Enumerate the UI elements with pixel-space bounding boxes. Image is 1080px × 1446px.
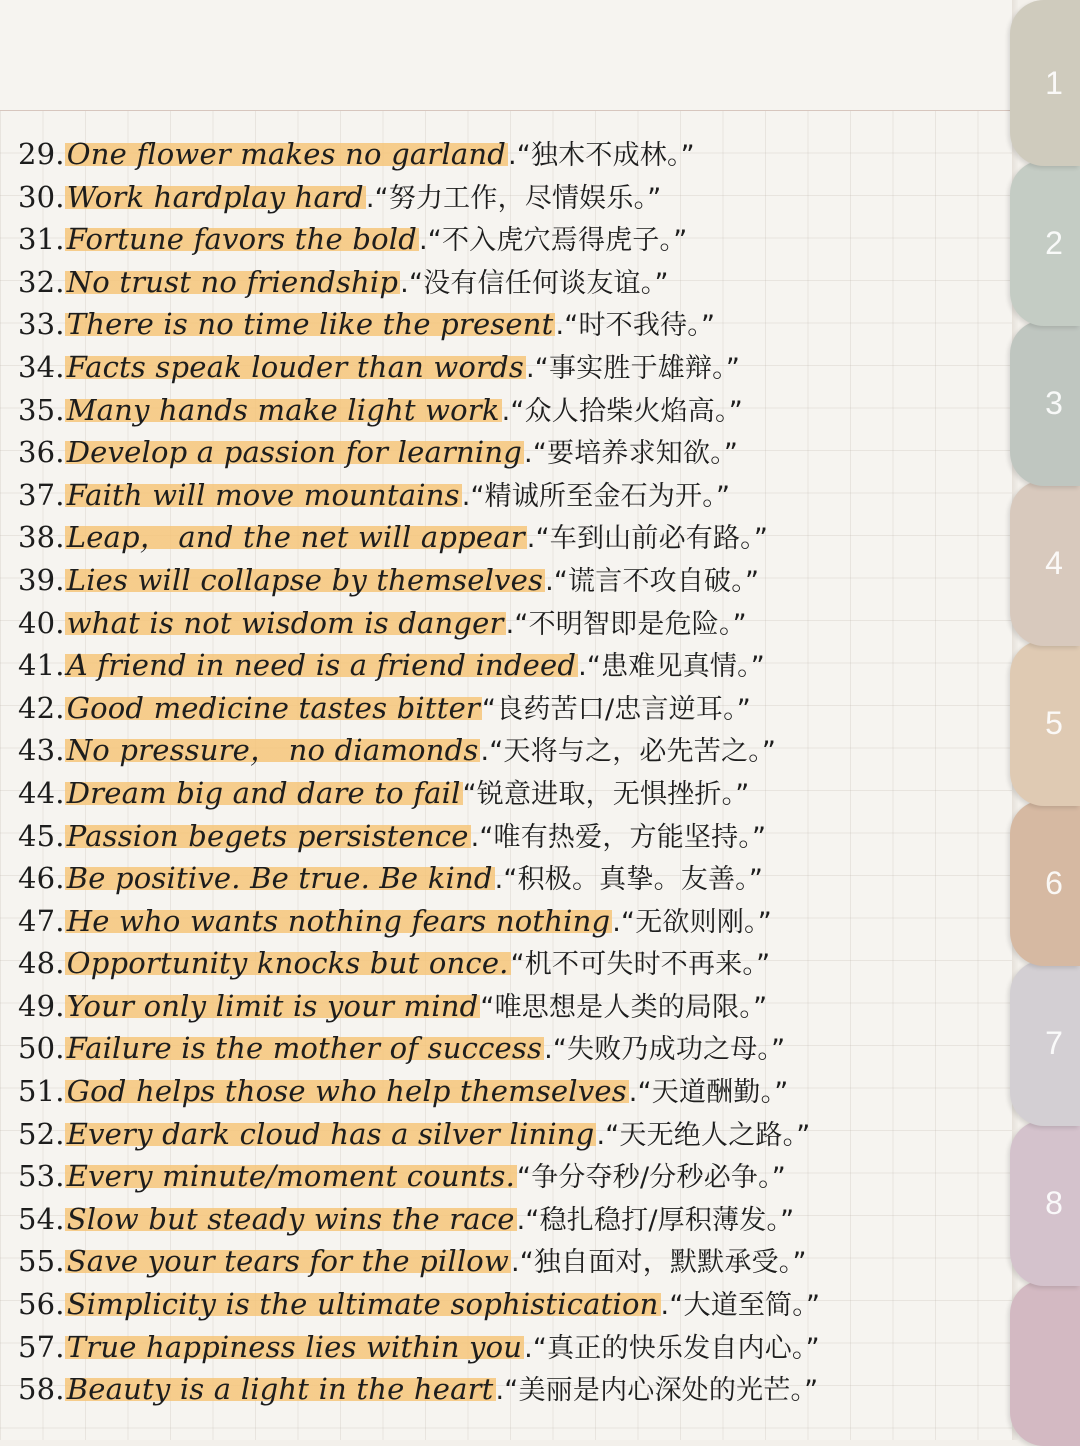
phrase-line [18,1283,1008,1326]
section-tab[interactable] [1010,0,1080,166]
phrase-english-highlighted: True happiness lies within you [66,1329,523,1364]
phrase-line [18,1198,1008,1241]
phrase-line [18,687,1008,730]
phrase-chinese: .“谎言不攻自破。” [545,565,760,597]
tab-label: 1 [1045,64,1063,101]
phrase-number: 39. [18,562,65,597]
phrase-chinese: .“独木不成林。” [508,140,695,171]
phrase-number: 45. [18,818,65,853]
phrase-number: 58. [18,1372,65,1407]
phrase-chinese: .“不明智即是危险。” [505,608,747,640]
phrase-chinese: .“失败乃成功之母。” [544,1034,786,1066]
section-tab[interactable] [1010,960,1080,1126]
phrase-english-highlighted: Lies will collapse by themselves [66,562,544,597]
phrase-chinese: .“要培养求知欲。” [524,438,739,470]
section-tab[interactable] [1010,640,1080,806]
phrase-number: 55. [18,1244,65,1279]
phrase-english-highlighted: Be positive. Be true. Be kind [66,861,493,896]
phrase-english-highlighted: Work hardplay hard [66,179,364,214]
phrase-line [18,815,1008,858]
phrase-english-highlighted: Slow but steady wins the race [66,1201,515,1236]
phrase-chinese: .“稳扎稳打/厚积薄发。” [516,1204,795,1236]
tab-label: 6 [1045,864,1063,901]
phrase-number: 57. [18,1329,65,1364]
tab-label: 4 [1045,544,1063,581]
phrase-english-highlighted: Dream big and dare to fail [66,775,461,810]
phrase-english-highlighted: Opportunity knocks but once. [66,946,509,981]
phrase-number: 40. [18,605,65,640]
phrase-english-highlighted: Simplicity is the ultimate sophistication [66,1287,659,1322]
phrase-english-highlighted: No trust no friendship [66,264,399,299]
phrase-number: 51. [18,1074,65,1109]
phrase-english-highlighted: He who wants nothing fears nothing [66,903,611,938]
phrase-english-highlighted: A friend in need is a friend indeed [66,648,577,683]
phrase-line [18,1070,1008,1113]
tab-label: 7 [1045,1024,1063,1061]
phrase-number: 29. [18,137,65,171]
phrase-chinese: .“天将与之，必先苦之。” [480,736,777,768]
phrase-chinese: .“车到山前必有路。” [526,523,769,555]
phrase-chinese: .“真正的快乐发自内心。” [524,1332,820,1364]
phrase-number: 47. [18,903,65,938]
phrase-english-highlighted: Many hands make light work [66,392,500,427]
phrase-line [18,1368,1008,1411]
phrase-chinese: .“不入虎穴焉得虎子。” [418,225,688,257]
phrase-line [18,261,1008,304]
phrase-number: 53. [18,1159,65,1194]
phrase-number: 36. [18,435,65,470]
phrase-line [18,389,1008,432]
phrase-english-highlighted: Passion begets persistence [66,818,469,853]
phrase-chinese: .“众人拾柴火焰高。” [501,395,743,427]
phrase-number: 42. [18,690,65,725]
phrase-number: 43. [18,733,65,768]
section-tab[interactable] [1010,320,1080,486]
phrase-chinese: .“事实胜于雄辩。” [526,352,741,384]
phrase-line [18,857,1008,900]
phrase-number: 49. [18,988,65,1023]
phrase-line [18,644,1008,687]
phrase-english-highlighted: Develop a passion for learning [66,435,523,470]
phrase-chinese: .“努力工作，尽情娱乐。” [365,182,662,214]
phrase-chinese: .“大道至简。” [660,1290,821,1322]
phrase-number: 34. [18,349,65,384]
phrase-chinese: .“没有信任何谈友谊。” [400,267,669,299]
section-tab[interactable] [1010,1120,1080,1286]
phrase-chinese: .“无欲则刚。” [612,906,772,938]
phrase-english-highlighted: Good medicine tastes bitter [66,690,480,725]
phrase-line [18,218,1008,261]
phrase-number: 41. [18,648,65,683]
phrase-chinese: “锐意进取，无惧挫折。” [462,778,750,810]
phrase-english-highlighted: Faith will move mountains [66,477,460,512]
phrase-chinese: .“患难见真情。” [578,651,765,683]
phrase-chinese: .“天无绝人之路。” [596,1119,811,1151]
phrase-line [18,1240,1008,1283]
phrase-number: 32. [18,264,65,299]
phrase-chinese: “争分夺秒/分秒必争。” [517,1162,786,1194]
phrase-english-highlighted: God helps those who help themselves [66,1074,627,1109]
phrase-chinese: .“积极。真挚。友善。” [494,864,764,896]
phrase-number: 44. [18,775,65,810]
phrase-list [18,133,1008,1411]
phrase-line [18,942,1008,985]
page-header-margin [0,0,1015,111]
phrase-english-highlighted: No pressure， no diamonds [66,733,479,768]
section-tab[interactable] [1010,160,1080,326]
phrase-chinese: .“精诚所至金石为开。” [461,480,731,512]
phrase-english-highlighted: Beauty is a light in the heart [66,1372,494,1407]
phrase-number: 52. [18,1116,65,1151]
phrase-line [18,1326,1008,1369]
phrase-english-highlighted: There is no time like the present [66,307,554,342]
phrase-line [18,602,1008,645]
phrase-chinese: “机不可失时不再来。” [510,949,771,981]
phrase-line [18,1027,1008,1070]
phrase-english-highlighted: Facts speak louder than words [66,349,524,384]
phrase-line [18,1155,1008,1198]
phrase-number: 37. [18,477,65,512]
phrase-number: 54. [18,1201,65,1236]
section-tabs [1010,0,1080,1440]
tab-label: 3 [1045,384,1063,421]
phrase-chinese: “唯思想是人类的局限。” [480,991,768,1023]
phrase-line [18,303,1008,346]
tab-label: 8 [1045,1184,1063,1221]
phrase-number: 50. [18,1031,65,1066]
phrase-english-highlighted: One flower makes no garland [66,137,507,171]
phrase-number: 33. [18,307,65,342]
phrase-line [18,729,1008,772]
phrase-english-highlighted: Every minute/moment counts. [66,1159,516,1194]
phrase-line [18,900,1008,943]
phrase-english-highlighted: what is not wisdom is danger [66,605,504,640]
phrase-chinese: .“美丽是内心深处的光芒。” [495,1375,819,1407]
phrase-line [18,176,1008,219]
phrase-number: 35. [18,392,65,427]
phrase-chinese: .“独自面对，默默承受。” [510,1247,807,1279]
phrase-english-highlighted: Every dark cloud has a silver lining [66,1116,595,1151]
phrase-line [18,516,1008,559]
section-tab[interactable] [1010,800,1080,966]
phrase-number: 56. [18,1287,65,1322]
phrase-line [18,985,1008,1028]
phrase-line [18,559,1008,602]
phrase-number: 48. [18,946,65,981]
phrase-line [18,772,1008,815]
tab-label: 5 [1045,704,1063,741]
phrase-english-highlighted: Failure is the mother of success [66,1031,543,1066]
phrase-number: 30. [18,179,65,214]
phrase-chinese: .“时不我待。” [555,310,716,342]
phrase-number: 31. [18,222,65,257]
phrase-english-highlighted: Leap， and the net will appear [66,520,525,555]
phrase-chinese: .“天道酬勤。” [628,1077,789,1109]
phrase-chinese: .“唯有热爱，方能坚持。” [470,821,767,853]
phrase-line [18,474,1008,517]
phrase-line [18,133,1008,176]
phrase-english-highlighted: Your only limit is your mind [66,988,479,1023]
tab-label: 2 [1045,224,1063,261]
phrase-chinese: “良药苦口/忠言逆耳。” [482,693,751,725]
phrase-number: 46. [18,861,65,896]
phrase-number: 38. [18,520,65,555]
phrase-line [18,346,1008,389]
phrase-english-highlighted: Save your tears for the pillow [66,1244,509,1279]
section-tab[interactable] [1010,480,1080,646]
phrase-english-highlighted: Fortune favors the bold [66,222,417,257]
section-tab[interactable] [1010,1280,1080,1446]
phrase-line [18,1113,1008,1156]
phrase-line [18,431,1008,474]
